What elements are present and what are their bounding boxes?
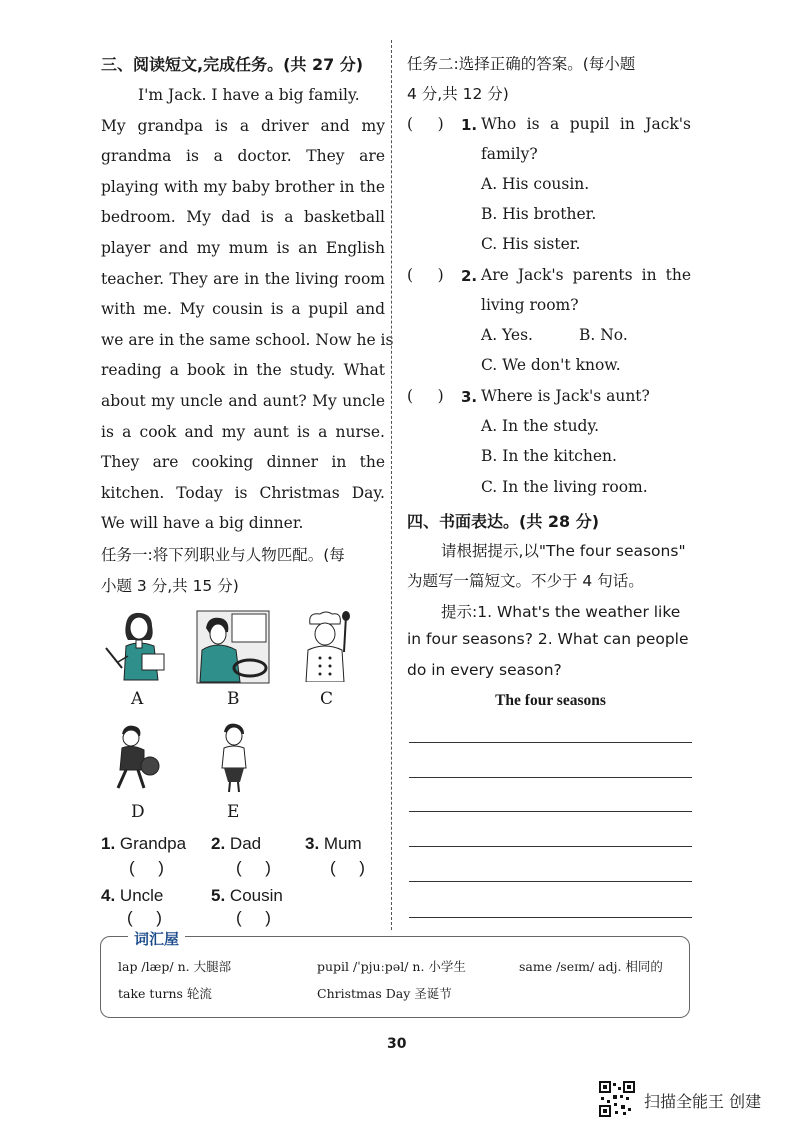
passage-line: reading a book in the study. What [101,361,385,380]
section4-hint-line1: 提示:1. What's the weather like [441,603,681,621]
writing-line[interactable] [409,777,692,778]
picture-label-a: A [131,689,144,709]
q3-option-c: C. In the living room. [481,478,648,496]
vocab-title: 词汇屋 [128,928,185,949]
task2-title-line1: 任务二:选择正确的答案。(每小题 [407,55,636,73]
picture-label-b: B [227,689,240,709]
passage-line: teacher. They are in the living room [101,269,385,288]
passage-line: about my uncle and aunt? My uncle [101,391,385,410]
section4-heading: 四、书面表达。(共 28 分) [407,512,600,531]
task2-title-line2: 4 分,共 12 分) [407,85,509,103]
task1-title-line1: 任务一:将下列职业与人物匹配。(每 [101,546,345,564]
q3-option-a: A. In the study. [481,417,600,435]
match-item-1: 1. Grandpa [101,834,187,853]
q2-option-a: A. Yes. [481,326,533,344]
q2-option-b: B. No. [579,326,628,344]
q3-text: Where is Jack's aunt? [481,387,650,405]
passage-line: kitchen. Today is Christmas Day. [101,483,385,502]
q2-number: 2. [461,267,478,285]
picture-label-e: E [227,802,240,822]
q2-option-c: C. We don't know. [481,356,621,374]
q1-option-b: B. His brother. [481,205,597,223]
passage-line: player and my mum is an English [101,238,385,257]
qr-code-icon [599,1081,635,1121]
match-item-5: 5. Cousin [211,886,283,905]
passage-line: They are cooking dinner in the [101,453,385,472]
q1-option-a: A. His cousin. [481,175,590,193]
pupil-icon [214,722,254,794]
answer-blank-2[interactable]: ( ) [236,858,271,877]
match-item-4: 4. Uncle [101,886,164,905]
passage-line: grandma is a doctor. They are [101,147,385,166]
writing-line[interactable] [409,917,692,918]
passage-line: playing with my baby brother in the [101,177,385,196]
q1-text: Who is a pupil in Jack's [481,115,691,133]
match-item-2: 2. Dad [211,834,262,853]
section4-hint-line3: do in every season? [407,661,562,679]
answer-blank-5[interactable]: ( ) [236,908,271,927]
q2-text-cont: living room? [481,296,579,314]
passage-line: I'm Jack. I have a big family. [138,86,360,104]
teacher-icon [104,610,172,682]
q3-option-b: B. In the kitchen. [481,447,617,465]
reading-passage [101,80,394,539]
answer-blank-4[interactable]: ( ) [127,908,162,927]
section4-instruction-line1: 请根据提示,以"The four seasons" [441,542,686,560]
q1-answer-bracket[interactable]: ( ) [407,115,444,133]
writing-line[interactable] [409,811,692,812]
basketball-player-icon [110,722,162,792]
q3-number: 3. [461,388,478,406]
q2-text: Are Jack's parents in the [481,266,691,284]
column-divider [391,40,392,930]
answer-blank-3[interactable]: ( ) [330,858,365,877]
match-item-3: 3. Mum [305,834,362,853]
q2-answer-bracket[interactable]: ( ) [407,266,444,284]
writing-line[interactable] [409,846,692,847]
section3-heading: 三、阅读短文,完成任务。(共 27 分) [101,55,364,74]
vocab-entry-pupil: pupil /ˈpjuːpəl/ n. 小学生 [317,959,466,974]
picture-label-c: C [320,689,334,709]
q1-option-c: C. His sister. [481,235,581,253]
answer-blank-1[interactable]: ( ) [129,858,164,877]
vocab-entry-take-turns: take turns 轮流 [118,986,212,1001]
page-number: 30 [387,1036,407,1052]
writing-line[interactable] [409,881,692,882]
essay-title: The four seasons [495,692,606,709]
section4-instruction-line2: 为题写一篇短文。不少于 4 句话。 [407,572,644,590]
passage-line: is a cook and my aunt is a nurse. [101,422,385,441]
vocab-box [100,936,690,1018]
task1-title-line2: 小题 3 分,共 15 分) [101,577,239,595]
q1-text-cont: family? [481,145,538,163]
passage-line: My grandpa is a driver and my [101,116,385,135]
vocab-entry-christmas-day: Christmas Day 圣诞节 [317,986,452,1001]
vocab-entry-same: same /seɪm/ adj. 相同的 [519,959,663,974]
passage-line: we are in the same school. Now he is [101,330,394,349]
passage-line: with me. My cousin is a pupil and [101,300,385,319]
q3-answer-bracket[interactable]: ( ) [407,387,444,405]
passage-line: bedroom. My dad is a basketball [101,208,385,227]
vocab-entry-lap: lap /læp/ n. 大腿部 [118,959,232,974]
driver-icon [196,610,270,684]
section4-hint-line2: in four seasons? 2. What can people [407,630,689,648]
picture-label-d: D [131,802,145,822]
q1-number: 1. [461,116,478,134]
cook-icon [300,610,352,682]
scanner-watermark: 扫描全能王 创建 [644,1092,762,1111]
passage-line: We will have a big dinner. [101,514,304,533]
writing-line[interactable] [409,742,692,743]
